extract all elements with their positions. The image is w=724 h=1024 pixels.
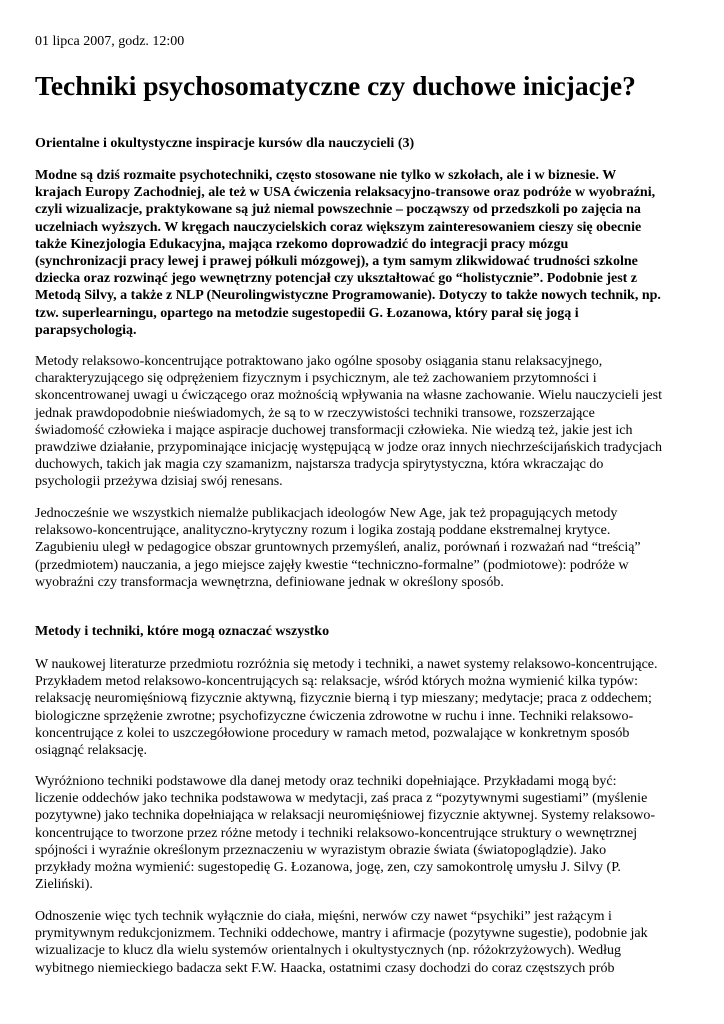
body-paragraph xyxy=(35,908,697,977)
text-line: spójności i wyraźnie określonym przeznaczeniu w wyrazistym obrazie świata (światopoglądzie). Jako xyxy=(35,842,607,858)
text-line: Metody relaksowo-koncentrujące potraktowano jako ogólne sposoby osiągania stanu relaksacyjnego, xyxy=(35,354,603,369)
text-line: przykłady można wymienić: sugestopedię G. Łozanowa, jogę, zen, czy samokontrolę umysłu J. Silvy (P. xyxy=(35,860,621,876)
text-line: Jednocześnie we wszystkich niemalże publikacjach ideologów New Age, jak też propagujących metody xyxy=(35,506,618,521)
text-line: koncentrujące to tworzone przez różne metody i techniki relaksowo-koncentrujące struktury o wewnętrznej xyxy=(35,825,638,841)
body-paragraph xyxy=(35,773,697,893)
text-line: charakteryzującego się odprężeniem fizycznym i psychicznym, ale też zachowaniem przytomności i xyxy=(35,371,597,387)
body-paragraph xyxy=(35,656,697,759)
text-line: czyli wizualizacje, praktykowane są już niemal powszechnie – począwszy od przedszkoli po zajęcia na xyxy=(35,202,641,218)
body-paragraph xyxy=(35,505,697,591)
text-line: Odnoszenie więc tych technik wyłącznie do ciała, mięśni, nerwów czy nawet “psychiki” jest rażącym i xyxy=(35,909,612,924)
text-line: (synchronizacji pracy lewej i prawej półkuli mózgowej), a tym samym zlikwidować trudności szkolne xyxy=(35,254,638,270)
text-line: pozytywne) jako technika dopełniająca w relaksacji neuromięśniowej fizycznie aktywnej. Systemy relaksowo- xyxy=(35,808,656,824)
text-line: W naukowej literaturze przedmiotu rozróżnia się metody i techniki, a nawet systemy relaksowo-koncentrujące. xyxy=(35,657,658,672)
text-line: duchowych, takich jak magia czy szamanizm, najstarsza tradycja spirytystyczna, która wkraczając do xyxy=(35,457,604,473)
publication-date: 01 lipca 2007, godz. 12:00 xyxy=(35,34,185,49)
text-line: wyobraźni czy transformacja wewnętrzna, definiowane jednak w określony sposób. xyxy=(35,574,504,590)
text-line: dziecka oraz rozwinąć jego wewnętrzny potencjał czy ukształtować go “holistycznie”. Podobnie jest z xyxy=(35,271,638,287)
text-line: tzw. superlearningu, opartego na metodzie sugestopedii G. Łozanowa, który parał się jogą i xyxy=(35,305,579,321)
text-line: prawdziwe działanie, przypominające inicjację występującą w jodze oraz innych niechrześcijańskich tradycjach xyxy=(35,440,662,456)
text-line: Metodą Silvy, a także z NLP (Neurolingwistyczne Programowanie). Dotyczy to także nowych technik, np. xyxy=(35,288,661,304)
section-heading: Metody i techniki, które mogą oznaczać wszystko xyxy=(35,624,330,639)
text-line: relaksację neuromięśniową fizycznie aktywną, fizycznie bierną i typ mieszany; medytacje; praca z oddechem; xyxy=(35,691,652,707)
text-line: relaksowo-koncentrujące, analityczno-krytyczny rozum i logika zostają poddane ekstremalnej krytyce. xyxy=(35,523,611,539)
text-line: skoncentrowanej uwagi u ćwiczącego oraz możnością wpływania na własne zachowanie. Wielu nauczycieli jest xyxy=(35,388,662,404)
text-line: Modne są dziś rozmaite psychotechniki, często stosowane nie tylko w szkołach, ale i w biznesie. W xyxy=(35,168,617,183)
text-line: wizualizacje to klucz dla wielu systemów orientalnych i okultystycznych (np. różokrzyżowych). Według xyxy=(35,943,622,959)
text-line: (przedmiotem) nauczania, a jego miejsce zajęły kwestie “techniczno-formalne” (podmiotowe): podróże w xyxy=(35,557,629,573)
text-line: Zagubieniu uległ w pedagogice obszar gruntownych przemyśleń, analiz, porównań i rozważań nad “treścią” xyxy=(35,540,641,556)
text-line: uczelniach wyższych. W kręgach nauczycielskich coraz większym zainteresowaniem cieszy się obecnie xyxy=(35,219,642,235)
text-line: liczenie oddechów jako technika podstawowa w medytacji, zaś praca z “pozytywnymi sugestiami” (myślenie xyxy=(35,791,648,807)
text-line: także Kinezjologia Edukacyjna, mająca rzekomo doprowadzić do integracji pracy mózgu xyxy=(35,236,569,252)
text-line: wybitnego niemieckiego badacza sekt F.W. Haacka, ostatnimi czasy dochodzi do coraz częstszych prób xyxy=(35,960,615,976)
text-line: Wyróżniono techniki podstawowe dla danej metody oraz techniki dopełniające. Przykładami mogą być: xyxy=(35,774,617,789)
text-line: koncentrujące z kolei to uszczegółowione procedury w ramach metod, pozwalające w konkretnym sposób xyxy=(35,725,630,741)
text-line: osiągnąć relaksację. xyxy=(35,743,147,759)
lead-paragraph xyxy=(35,167,697,339)
body-paragraph xyxy=(35,353,697,491)
text-line: prymitywnym redukcjonizmem. Techniki oddechowe, mantry i afirmacje (pozytywne sugestie), podobnie jak xyxy=(35,926,648,942)
text-line: biologiczne sprzężenie zwrotne; psychofizyczne ćwiczenia zdrowotne w ruchu i inne. Techniki relaksowo- xyxy=(35,708,634,724)
text-line: jednak prawdopodobnie nieświadomych, że są to w rzeczywistości techniki transowe, rozszerzające xyxy=(35,405,595,421)
article-subtitle: Orientalne i okultystyczne inspiracje kursów dla nauczycieli (3) xyxy=(35,136,415,151)
text-line: krajach Europy Zachodniej, ale też w USA ćwiczenia relaksacyjno-transowe oraz podróże w wyobraźni, xyxy=(35,185,656,201)
text-line: psychologii przeżywa dzisiaj swój renesans. xyxy=(35,474,283,490)
text-line: Przykładem metod relaksowo-koncentrujących są: relaksacje, wśród których można wymienić kilka typów: xyxy=(35,674,638,690)
text-line: świadomość człowieka i mające aspiracje duchowej transformacji człowieka. Nie wiedzą też, jakie jest ich xyxy=(35,422,633,438)
text-line: parapsychologią. xyxy=(35,322,137,338)
text-line: Zieliński). xyxy=(35,877,93,893)
article-title: Techniki psychosomatyczne czy duchowe inicjacje? xyxy=(35,70,636,101)
